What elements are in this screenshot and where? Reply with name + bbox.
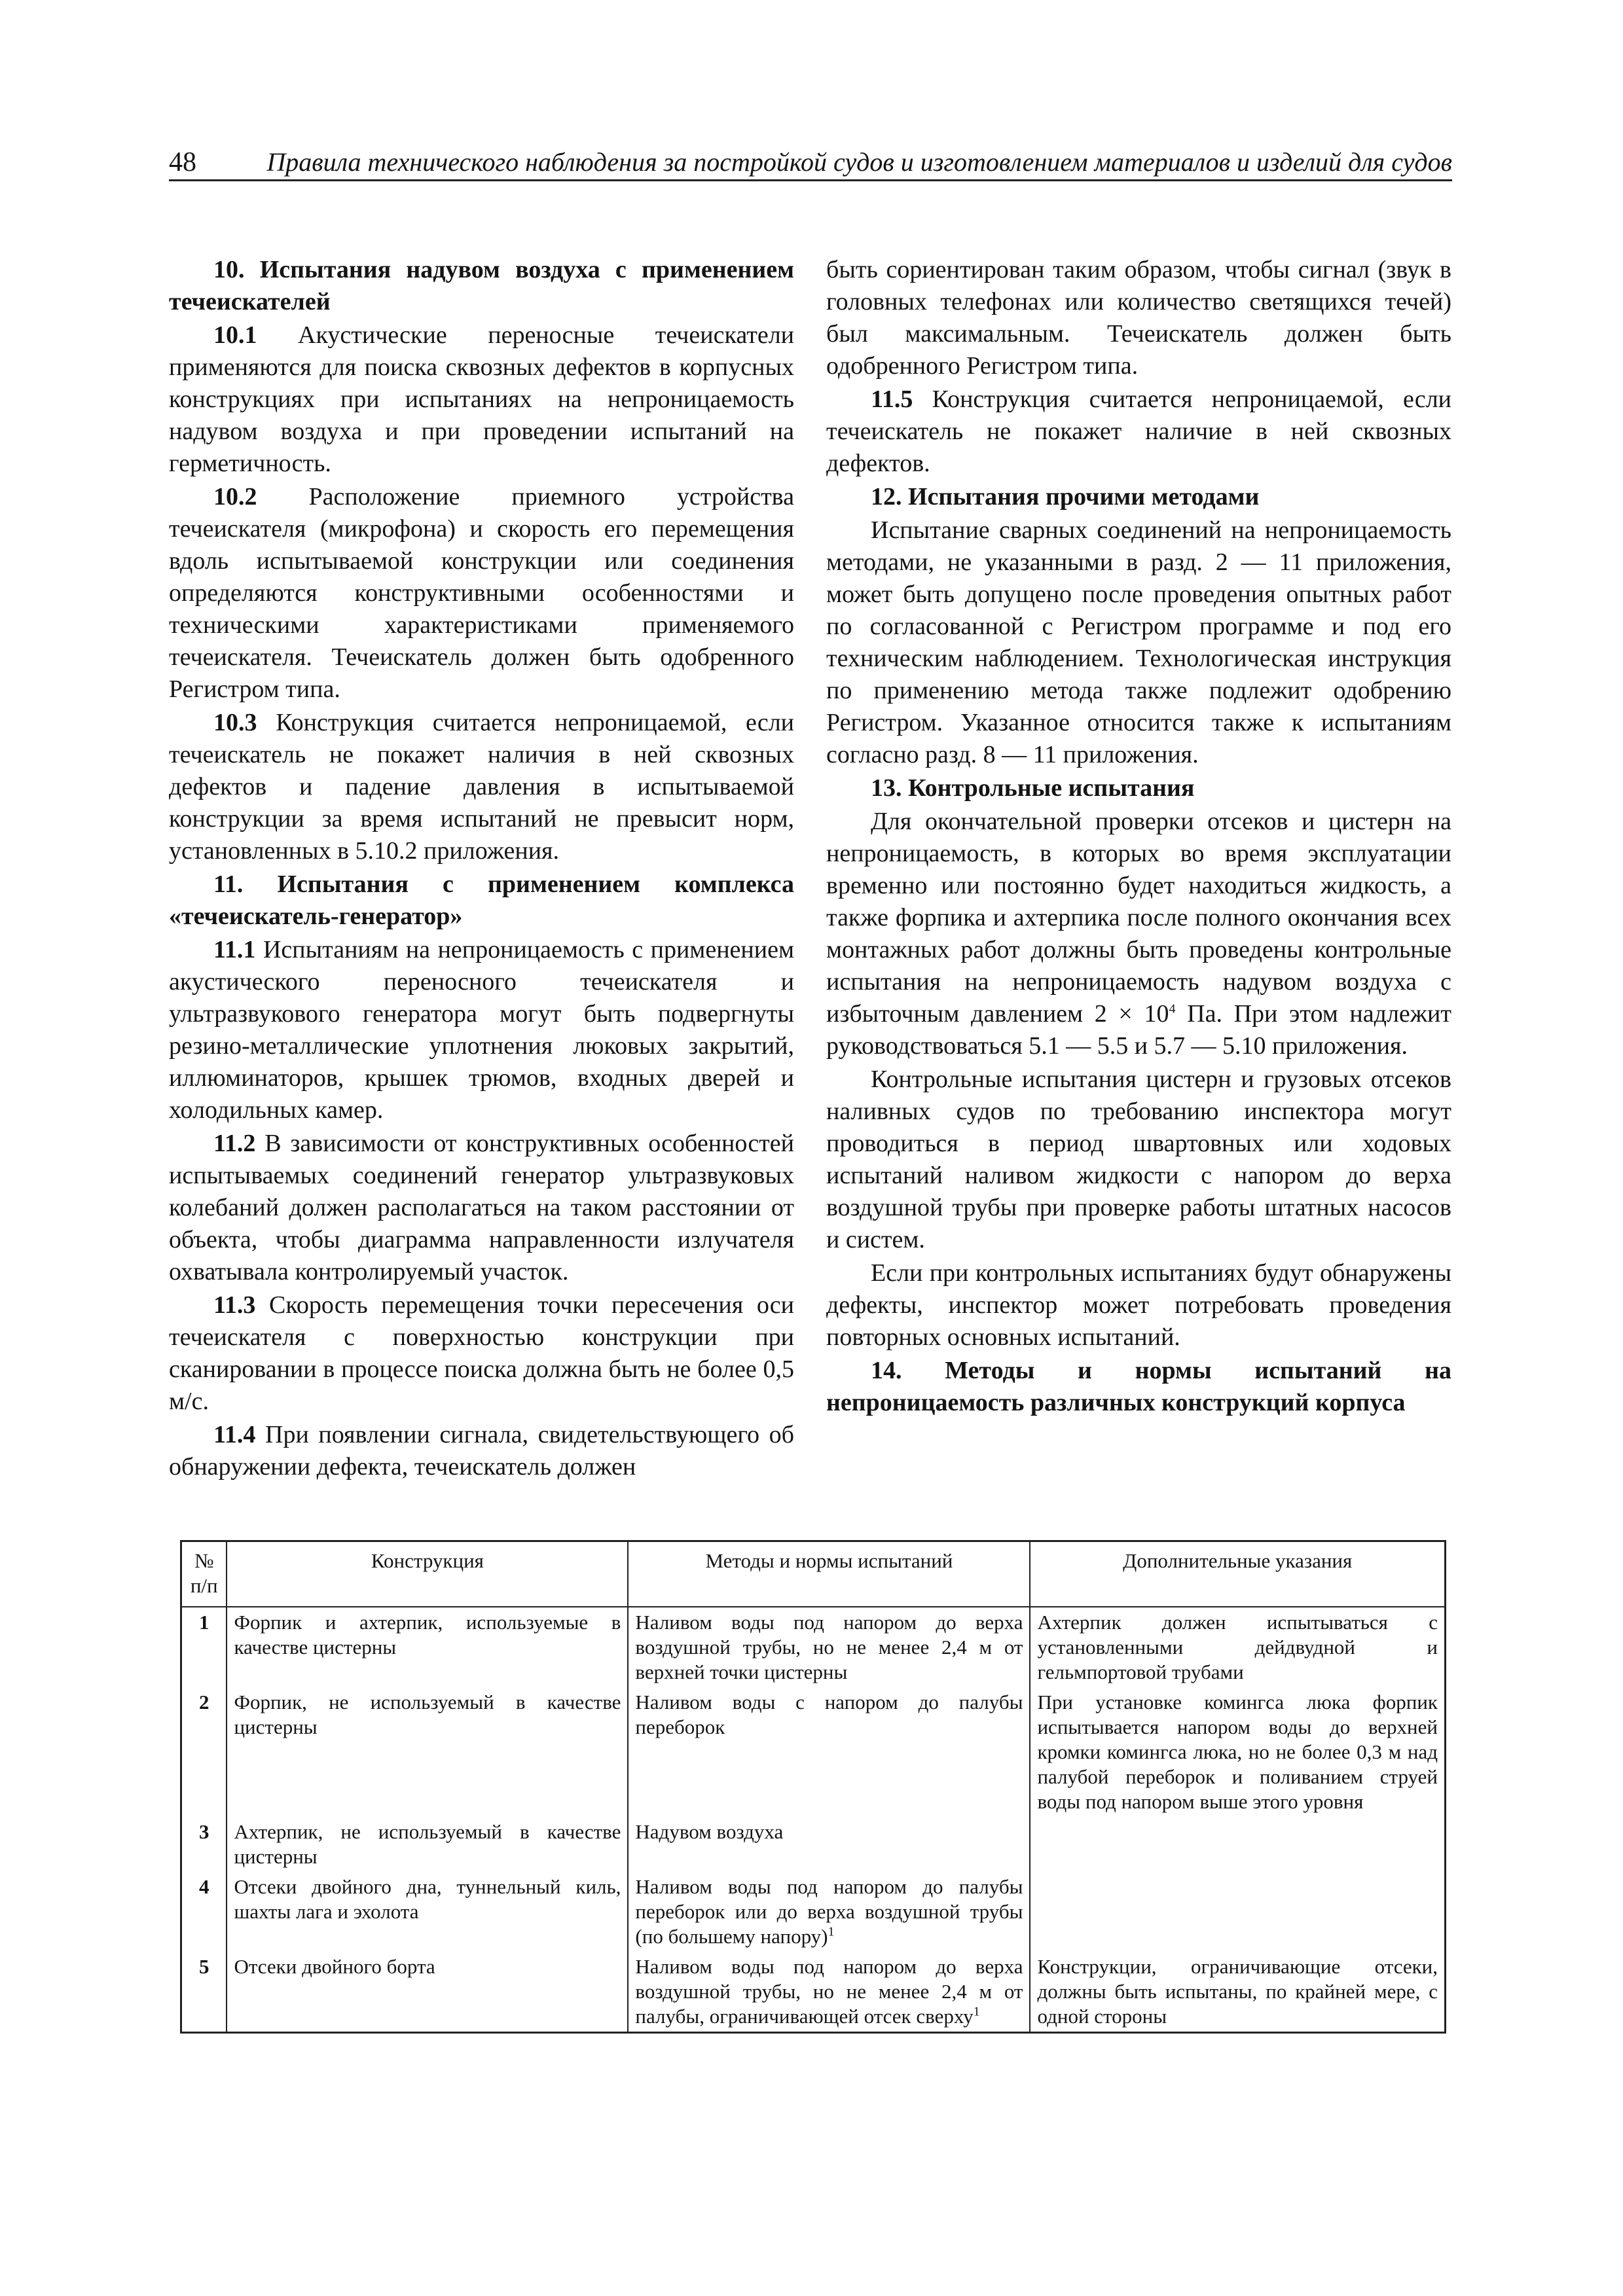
test-methods-table xyxy=(180,1540,1446,2034)
page-header xyxy=(169,145,1452,181)
clause-text: Скорость перемещения точки пересечения оси течеискателя с поверхностью конструкции при сканировании в процессе поиска должна быть не более 0,5 м/с. xyxy=(169,1291,794,1415)
section-12-heading: 12. Испытания прочими методами xyxy=(871,483,1260,511)
header-number: № п/п xyxy=(181,1541,227,1607)
left-column xyxy=(169,254,794,1484)
clause-text: Па. При этом надлежит руководствоваться 5.1 — 5.5 и 5.7 — 5.10 приложения. xyxy=(826,1000,1451,1060)
cell-construction: Форпик и ахтерпик, используемые в качестве цистерны xyxy=(227,1607,628,1687)
paragraph-10-3 xyxy=(169,707,794,867)
paragraph-10-2 xyxy=(169,481,794,706)
clause-number: 11.5 xyxy=(871,386,913,413)
paragraph-11-2 xyxy=(169,1128,794,1288)
paragraph-11-5 xyxy=(826,384,1451,480)
clause-number: 11.2 xyxy=(213,1130,256,1157)
clause-text: Конструкция считается непроницаемой, если течеискатель не покажет наличия в ней сквозных дефектов и падение давления в испытываемой конструкции за время испытаний не превысит норм, установленных в 5.10.2 приложения. xyxy=(169,709,794,865)
cell-method xyxy=(628,1872,1030,1952)
paragraph-10-1 xyxy=(169,319,794,480)
paragraph-13-2: Контрольные испытания цистерн и грузовых отсеков наливных судов по требованию инспектора могут проводиться в период швартовных или ходовых испытаний наливом жидкости с напором до верха воздушной трубы при проверке работы штатных насосов и систем. xyxy=(826,1066,1451,1253)
cell-number: 2 xyxy=(181,1687,227,1817)
clause-number: 11.4 xyxy=(213,1421,256,1448)
cell-construction: Форпик, не используемый в качестве цистерны xyxy=(227,1687,628,1817)
cell-number: 5 xyxy=(181,1952,227,2033)
table-row xyxy=(181,1607,1446,1687)
table-row xyxy=(181,1872,1446,1952)
cell-method: Наливом воды с напором до палубы переборок xyxy=(628,1687,1030,1817)
cell-construction: Отсеки двойного дна, туннельный киль, шахты лага и эхолота xyxy=(227,1872,628,1952)
table-row xyxy=(181,1687,1446,1817)
cell-method: Наливом воды под напором до верха воздушной трубы, но не менее 2,4 м от верхней точки цистерны xyxy=(628,1607,1030,1687)
paragraph-13-3: Если при контрольных испытаниях будут обнаружены дефекты, инспектор может потребовать проведения повторных основных испытаний. xyxy=(826,1259,1451,1351)
cell-number: 3 xyxy=(181,1817,227,1872)
section-13-heading: 13. Контрольные испытания xyxy=(871,774,1195,802)
clause-number: 10.3 xyxy=(213,709,257,736)
paragraph-13-1 xyxy=(826,806,1451,1062)
clause-number: 10.2 xyxy=(213,483,257,511)
paragraph-11-4-continued: быть сориентирован таким образом, чтобы сигнал (звук в головных телефонах или количество светящихся течей) был максимальным. Течеискатель должен быть одобренного Регистром типа. xyxy=(826,256,1451,380)
cell-method-text: Наливом воды под напором до палубы переборок или до верха воздушной трубы (по большему напору) xyxy=(635,1875,1023,1948)
section-14-heading: 14. Методы и нормы испытаний на непроницаемость различных конструкций корпуса xyxy=(826,1357,1451,1416)
table-row xyxy=(181,1952,1446,2033)
page-number: 48 xyxy=(169,147,196,177)
cell-notes: При установке комингса люка форпик испытывается напором воды до верхней кромки комингса люка, но не более 0,3 м над палубой переборок и поливанием струей воды под напором выше этого уровня xyxy=(1030,1687,1445,1817)
clause-text: Конструкция считается непроницаемой, если течеискатель не покажет наличие в ней сквозных дефектов. xyxy=(826,386,1451,477)
clause-text: Для окончательной проверки отсеков и цистерн на непроницаемость, в которых во время эксплуатации временно или постоянно будет находиться жидкость, а также форпика и ахтерпика после полного окончания всех монтажных работ должны быть проведены контрольные испытания на непроницаемость надувом воздуха с избыточным давлением 2 × 10 xyxy=(826,808,1451,1028)
clause-number: 11.3 xyxy=(213,1291,256,1319)
footnote-mark: 1 xyxy=(828,1924,835,1939)
cell-method: Надувом воздуха xyxy=(628,1817,1030,1872)
cell-number: 1 xyxy=(181,1607,227,1687)
section-10-heading: 10. Испытания надувом воздуха с применением течеискателей xyxy=(169,256,794,315)
right-column xyxy=(826,254,1451,1420)
clause-text: Испытаниям на непроницаемость с применением акустического переносного течеискателя и ультразвукового генератора могут быть подвергнуты резино-металлические уплотнения люковых закрытий, иллюминаторов, крышек трюмов, входных дверей и холодильных камер. xyxy=(169,936,794,1124)
table-row xyxy=(181,1817,1446,1872)
clause-text: В зависимости от конструктивных особенностей испытываемых соединений генератор ультразвуковых колебаний должен располагаться на таком расстоянии от объекта, чтобы диаграмма направленности излучателя охватывала контролируемый участок. xyxy=(169,1130,794,1285)
header-methods: Методы и нормы испытаний xyxy=(628,1541,1030,1607)
cell-notes xyxy=(1030,1872,1445,1952)
cell-notes: Ахтерпик должен испытываться с установленными дейдвудной и гельмпортовой трубами xyxy=(1030,1607,1445,1687)
clause-text: Расположение приемного устройства течеискателя (микрофона) и скорость его перемещения вдоль испытываемой конструкции или соединения определяются конструктивными особенностями и техническими характеристиками применяемого течеискателя. Течеискатель должен быть одобренного Регистром типа. xyxy=(169,483,794,703)
clause-text: Акустические переносные течеискатели применяются для поиска сквозных дефектов в корпусных конструкциях при испытаниях на непроницаемость надувом воздуха и при проведении испытаний на герметичность. xyxy=(169,321,794,477)
header-notes: Дополнительные указания xyxy=(1030,1541,1445,1607)
exponent: 4 xyxy=(1169,1001,1176,1016)
cell-method-text: Наливом воды под напором до верха воздушной трубы, но не менее 2,4 м от палубы, ограничивающей отсек сверху xyxy=(635,1955,1023,2028)
footnote-mark: 1 xyxy=(973,2004,980,2019)
header-construction: Конструкция xyxy=(227,1541,628,1607)
cell-method xyxy=(628,1952,1030,2033)
clause-text: При появлении сигнала, свидетельствующего об обнаружении дефекта, течеискатель должен xyxy=(169,1421,794,1480)
running-title: Правила технического наблюдения за постройкой судов и изготовлением материалов и изделий для судов xyxy=(266,147,1452,177)
cell-construction: Отсеки двойного борта xyxy=(227,1952,628,2033)
cell-notes: Конструкции, ограничивающие отсеки, должны быть испытаны, по крайней мере, с одной стороны xyxy=(1030,1952,1445,2033)
clause-number: 10.1 xyxy=(213,321,257,349)
paragraph-12: Испытание сварных соединений на непроницаемость методами, не указанными в разд. 2 — 11 приложения, может быть допущено после проведения опытных работ по согласованной с Регистром программе и под его техническим наблюдением. Технологическая инструкция по применению метода также подлежит одобрению Регистром. Указанное относится также к испытаниям согласно разд. 8 — 11 приложения. xyxy=(826,516,1451,768)
cell-construction: Ахтерпик, не используемый в качестве цистерны xyxy=(227,1817,628,1872)
cell-number: 4 xyxy=(181,1872,227,1952)
clause-number: 11.1 xyxy=(213,936,256,963)
paragraph-11-4 xyxy=(169,1419,794,1483)
table-header-row xyxy=(181,1541,1446,1607)
section-11-heading: 11. Испытания с применением комплекса «течеискатель-генератор» xyxy=(169,870,794,930)
paragraph-11-3 xyxy=(169,1289,794,1418)
cell-notes xyxy=(1030,1817,1445,1872)
paragraph-11-1 xyxy=(169,934,794,1126)
